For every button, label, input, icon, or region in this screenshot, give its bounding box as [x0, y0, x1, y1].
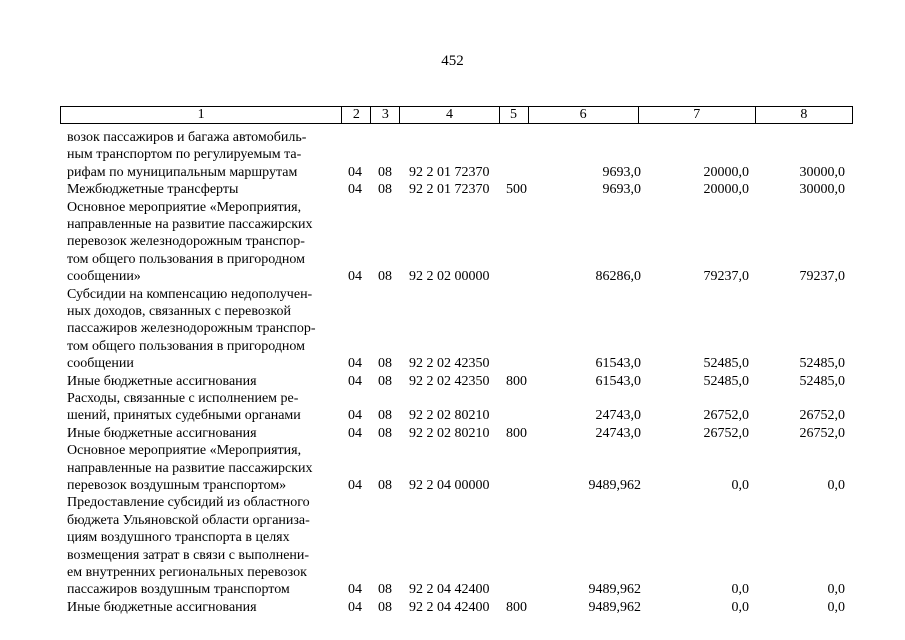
amount-col-7: 20000,0	[703, 182, 749, 198]
subsection-code: 08	[378, 269, 392, 285]
section-code: 04	[348, 477, 362, 493]
row-name-line: Субсидии на компенсацию недополучен-	[67, 286, 313, 302]
amount-col-8: 52485,0	[799, 356, 845, 372]
target-article-code: 92 2 02 80210	[409, 408, 490, 424]
table-row	[0, 373, 905, 390]
row-name	[67, 129, 338, 181]
table-row	[0, 286, 905, 373]
row-name	[67, 425, 338, 442]
page-number: 452	[441, 53, 464, 69]
subsection-code: 08	[378, 356, 392, 372]
subsection-code: 08	[378, 477, 392, 493]
table-row	[0, 199, 905, 286]
amount-col-7: 20000,0	[703, 164, 749, 180]
row-name-line: ных доходов, связанных с перевозкой	[67, 304, 291, 319]
amount-col-7: 52485,0	[703, 356, 749, 372]
table-row	[0, 129, 905, 181]
row-name-line: возмещения затрат в связи с выполнени-	[67, 547, 310, 563]
amount-col-6: 9489,962	[588, 599, 641, 615]
amount-col-6: 61543,0	[595, 356, 641, 372]
amount-col-7: 0,0	[731, 477, 749, 493]
target-article-code: 92 2 02 42350	[409, 373, 490, 389]
target-article-code: 92 2 01 72370	[409, 182, 490, 198]
target-article-code: 92 2 02 00000	[409, 269, 490, 285]
column-header-3: 3	[371, 107, 400, 124]
amount-col-6: 9489,962	[588, 582, 641, 598]
section-code: 04	[348, 425, 362, 441]
table-row	[0, 442, 905, 494]
amount-col-8: 30000,0	[799, 164, 845, 180]
target-article-code: 92 2 04 42400	[409, 582, 490, 598]
amount-col-7: 79237,0	[703, 269, 749, 285]
subsection-code: 08	[378, 408, 392, 424]
amount-col-8: 30000,0	[799, 182, 845, 198]
row-name	[67, 442, 338, 494]
row-name-line: Основное мероприятие «Мероприятия,	[67, 199, 302, 215]
row-name-line: бюджета Ульяновской области организа-	[67, 512, 310, 528]
section-code: 04	[348, 582, 362, 598]
amount-col-8: 79237,0	[799, 269, 845, 285]
column-header-2: 2	[342, 107, 371, 124]
table-row	[0, 390, 905, 425]
target-article-code: 92 2 04 42400	[409, 599, 490, 615]
table-row	[0, 181, 905, 198]
row-name-line: пассажиров железнодорожным транспор-	[67, 321, 316, 337]
target-article-code: 92 2 02 80210	[409, 425, 490, 441]
row-name-line: Основное мероприятие «Мероприятия,	[67, 443, 302, 459]
column-header-4: 4	[400, 107, 499, 124]
subsection-code: 08	[378, 425, 392, 441]
row-name	[67, 599, 338, 616]
target-article-code: 92 2 02 42350	[409, 356, 490, 372]
amount-col-7: 0,0	[731, 582, 749, 598]
subsection-code: 08	[378, 599, 392, 615]
amount-col-7: 52485,0	[703, 373, 749, 389]
row-name-line: Иные бюджетные ассигнования	[67, 599, 257, 615]
section-code: 04	[348, 599, 362, 615]
amount-col-7: 26752,0	[703, 408, 749, 424]
row-name-line: перевозок воздушным транспортом»	[67, 478, 287, 493]
row-name-line: ным транспортом по регулируемым та-	[67, 147, 302, 163]
subsection-code: 08	[378, 164, 392, 180]
section-code: 04	[348, 182, 362, 198]
amount-col-6: 9489,962	[588, 477, 641, 493]
table-row	[0, 425, 905, 442]
subsection-code: 08	[378, 582, 392, 598]
row-name-line: шений, принятых судебными органами	[67, 408, 301, 424]
row-name-line: сообщении	[67, 356, 134, 372]
row-name	[67, 494, 338, 598]
row-name-line: сообщении»	[67, 269, 141, 285]
amount-col-8: 26752,0	[799, 425, 845, 441]
section-code: 04	[348, 373, 362, 389]
row-name-line: Иные бюджетные ассигнования	[67, 425, 257, 441]
row-name-line: рифам по муниципальным маршрутам	[67, 164, 298, 180]
row-name-line: Предоставление субсидий из областного	[67, 495, 310, 511]
expense-type-code: 500	[506, 182, 527, 198]
section-code: 04	[348, 408, 362, 424]
amount-col-8: 0,0	[827, 599, 845, 615]
amount-col-8: 0,0	[827, 477, 845, 493]
row-name-line: пассажиров воздушным транспортом	[67, 582, 290, 598]
table-row	[0, 599, 905, 616]
row-name	[67, 199, 338, 286]
subsection-code: 08	[378, 373, 392, 389]
column-header-row	[60, 106, 853, 124]
row-name	[67, 181, 338, 198]
target-article-code: 92 2 04 00000	[409, 477, 490, 493]
column-header-5: 5	[499, 107, 528, 124]
row-name-line: циям воздушного транспорта в целях	[67, 530, 290, 546]
row-name-line: том общего пользования в пригородном	[67, 251, 306, 267]
amount-col-8: 52485,0	[799, 373, 845, 389]
amount-col-8: 0,0	[827, 582, 845, 598]
section-code: 04	[348, 356, 362, 372]
row-name-line: ем внутренних региональных перевозок	[67, 565, 307, 581]
subsection-code: 08	[378, 182, 392, 198]
amount-col-7: 26752,0	[703, 425, 749, 441]
column-header-6: 6	[528, 107, 638, 124]
row-name-line: перевозок железнодорожным транспор-	[67, 234, 305, 250]
section-code: 04	[348, 164, 362, 180]
column-header-8: 8	[755, 107, 852, 124]
amount-col-6: 9693,0	[602, 182, 641, 198]
amount-col-6: 9693,0	[602, 164, 641, 180]
amount-col-6: 24743,0	[595, 408, 641, 424]
column-header-1: 1	[61, 107, 342, 124]
amount-col-8: 26752,0	[799, 408, 845, 424]
table-row	[0, 494, 905, 598]
row-name-line: направленные на развитие пассажирских	[67, 460, 313, 476]
column-header-7: 7	[638, 107, 755, 124]
row-name	[67, 286, 338, 373]
expense-type-code: 800	[506, 373, 527, 389]
row-name	[67, 373, 338, 390]
target-article-code: 92 2 01 72370	[409, 164, 490, 180]
row-name-line: том общего пользования в пригородном	[67, 338, 306, 354]
amount-col-6: 61543,0	[595, 373, 641, 389]
expense-type-code: 800	[506, 599, 527, 615]
row-name-line: Межбюджетные трансферты	[67, 182, 239, 198]
expense-type-code: 800	[506, 425, 527, 441]
row-name-line: Расходы, связанные с исполнением ре-	[67, 391, 299, 406]
amount-col-7: 0,0	[731, 599, 749, 615]
row-name-line: возок пассажиров и багажа автомобиль-	[67, 130, 307, 145]
row-name	[67, 390, 338, 425]
row-name-line: направленные на развитие пассажирских	[67, 217, 313, 232]
section-code: 04	[348, 269, 362, 285]
row-name-line: Иные бюджетные ассигнования	[67, 373, 257, 389]
amount-col-6: 24743,0	[595, 425, 641, 441]
amount-col-6: 86286,0	[595, 269, 641, 285]
